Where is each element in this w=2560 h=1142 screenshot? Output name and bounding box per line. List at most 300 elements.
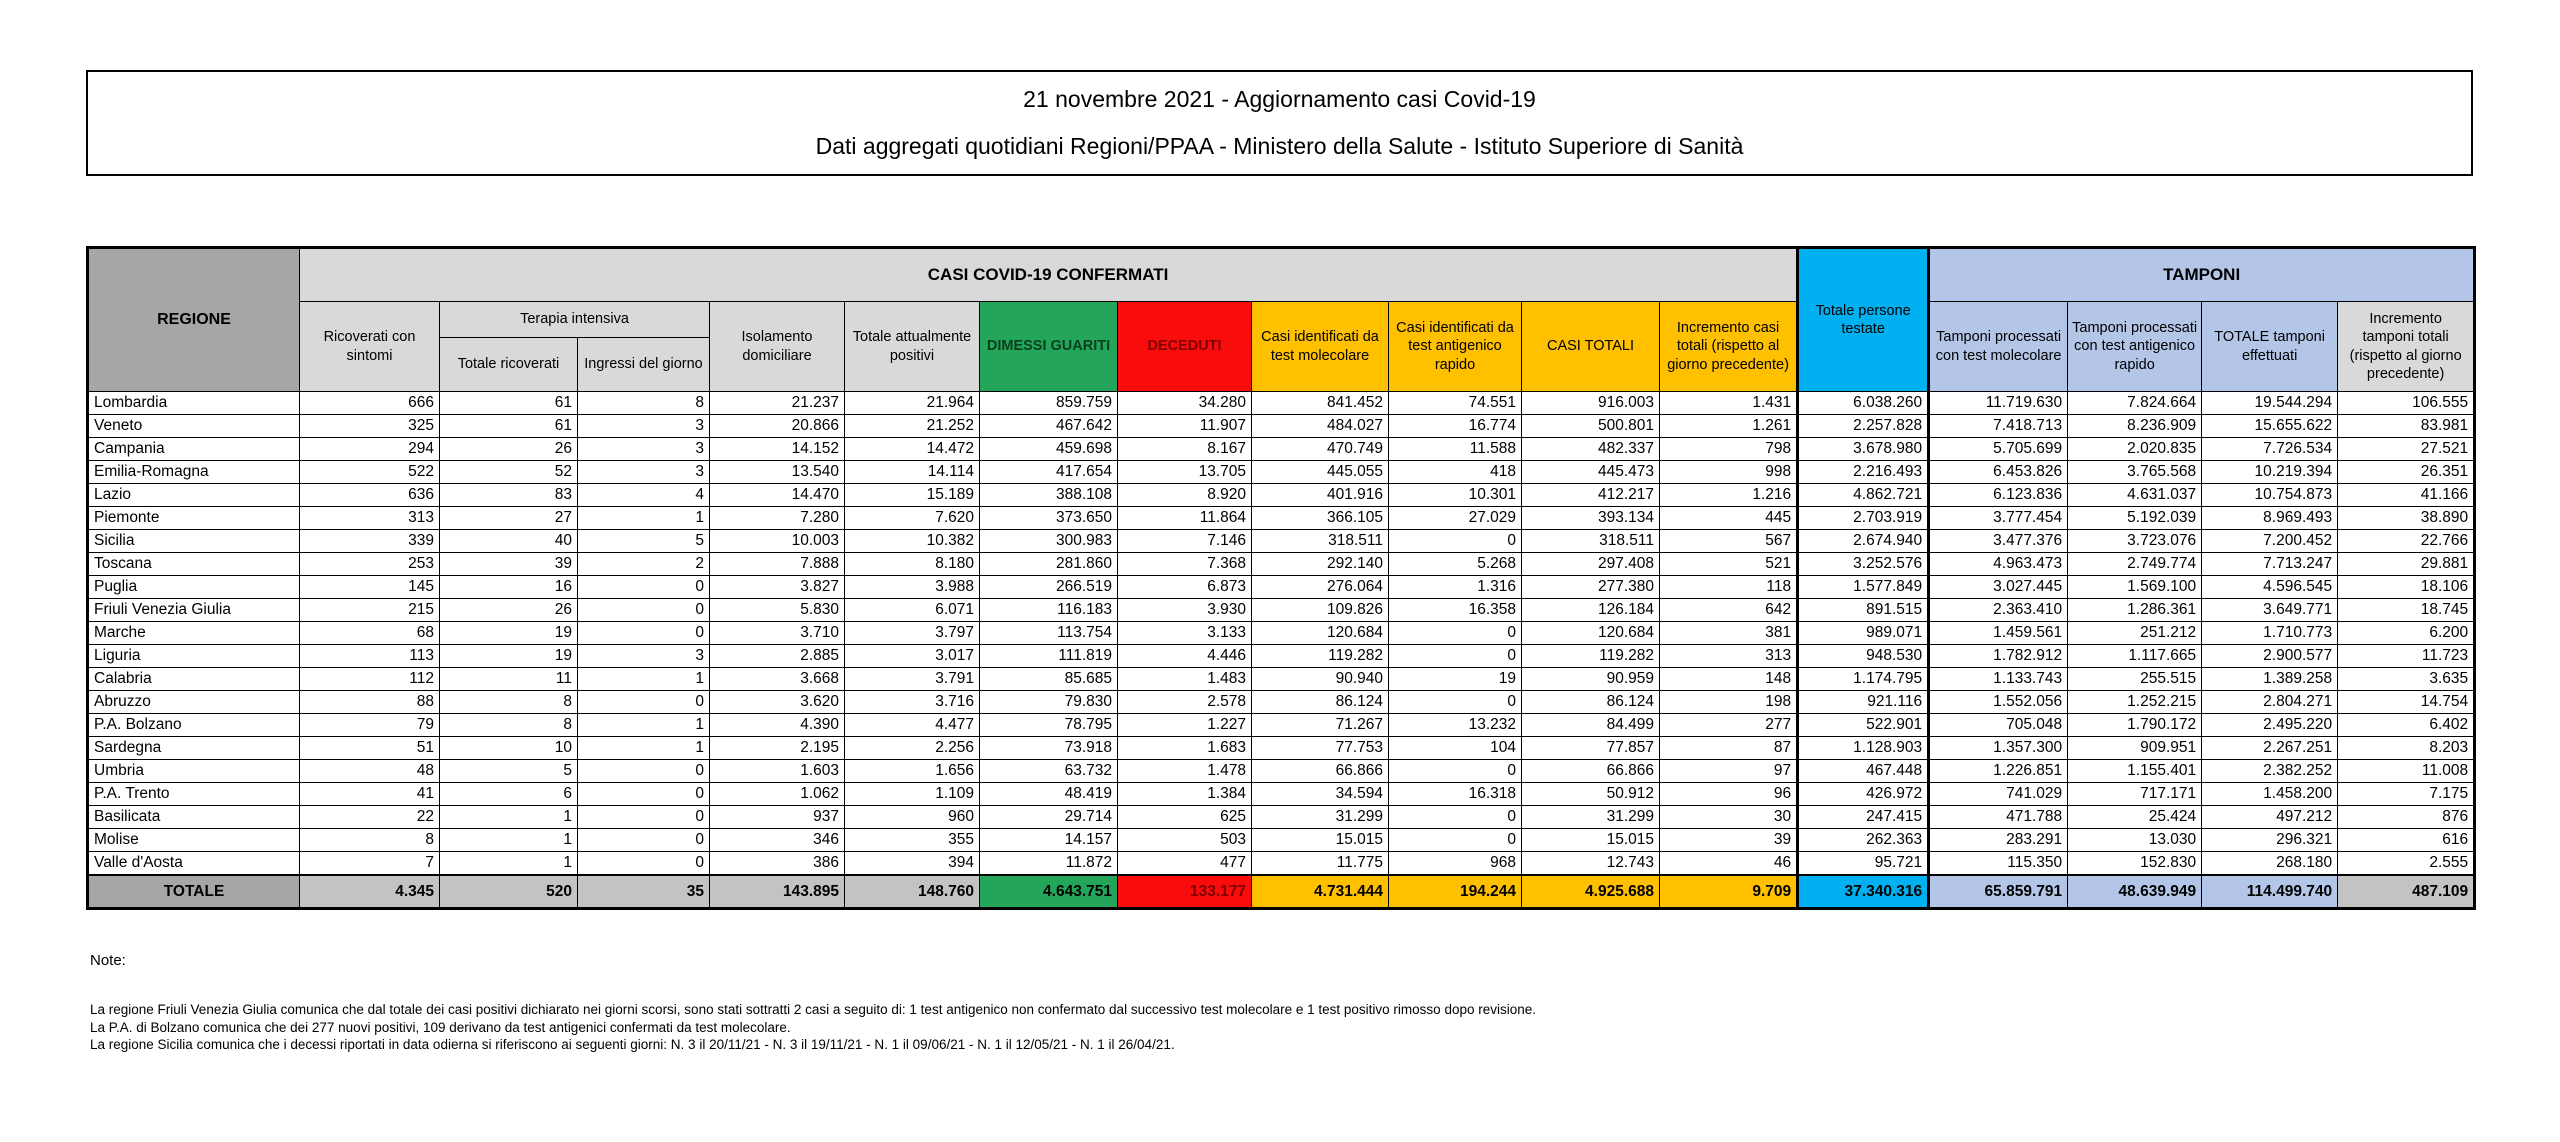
value-cell: 7.146 xyxy=(1118,530,1252,553)
value-cell: 1.790.172 xyxy=(2068,714,2202,737)
value-cell: 3.716 xyxy=(845,691,980,714)
value-cell: 470.749 xyxy=(1252,438,1389,461)
value-cell: 522 xyxy=(300,461,440,484)
value-cell: 86.124 xyxy=(1252,691,1389,714)
covid-data-table xyxy=(86,246,2476,910)
value-cell: 4.643.751 xyxy=(980,875,1118,909)
value-cell: 948.530 xyxy=(1798,645,1929,668)
value-cell: 4.731.444 xyxy=(1252,875,1389,909)
value-cell: 2.267.251 xyxy=(2202,737,2338,760)
value-cell: 891.515 xyxy=(1798,599,1929,622)
value-cell: 6.038.260 xyxy=(1798,392,1929,415)
value-cell: 2.749.774 xyxy=(2068,553,2202,576)
value-cell: 39 xyxy=(1660,829,1798,852)
value-cell: 26 xyxy=(440,438,578,461)
value-cell: 115.350 xyxy=(1929,852,2068,876)
value-cell: 8.203 xyxy=(2338,737,2475,760)
header-casi-totali: CASI TOTALI xyxy=(1522,302,1660,392)
value-cell: 1.128.903 xyxy=(1798,737,1929,760)
value-cell: 2.257.828 xyxy=(1798,415,1929,438)
value-cell: 741.029 xyxy=(1929,783,2068,806)
value-cell: 112 xyxy=(300,668,440,691)
value-cell: 35 xyxy=(578,875,710,909)
value-cell: 1 xyxy=(440,852,578,876)
value-cell: 34.280 xyxy=(1118,392,1252,415)
value-cell: 1.226.851 xyxy=(1929,760,2068,783)
value-cell: 487.109 xyxy=(2338,875,2475,909)
value-cell: 0 xyxy=(578,622,710,645)
value-cell: 418 xyxy=(1389,461,1522,484)
value-cell: 960 xyxy=(845,806,980,829)
table-row xyxy=(88,530,2475,553)
value-cell: 1 xyxy=(578,507,710,530)
value-cell: 2.885 xyxy=(710,645,845,668)
value-cell: 79 xyxy=(300,714,440,737)
value-cell: 77.753 xyxy=(1252,737,1389,760)
value-cell: 34.594 xyxy=(1252,783,1389,806)
value-cell: 5 xyxy=(440,760,578,783)
table-row xyxy=(88,691,2475,714)
table-row xyxy=(88,392,2475,415)
value-cell: 6.402 xyxy=(2338,714,2475,737)
value-cell: 40 xyxy=(440,530,578,553)
value-cell: 3.988 xyxy=(845,576,980,599)
value-cell: 1.603 xyxy=(710,760,845,783)
region-cell: Umbria xyxy=(88,760,300,783)
value-cell: 8 xyxy=(440,691,578,714)
header-incremento-tamponi: Incremento tamponi totali (rispetto al giorno precedente) xyxy=(2338,302,2475,392)
value-cell: 8.180 xyxy=(845,553,980,576)
value-cell: 1.683 xyxy=(1118,737,1252,760)
value-cell: 79.830 xyxy=(980,691,1118,714)
value-cell: 426.972 xyxy=(1798,783,1929,806)
value-cell: 1.109 xyxy=(845,783,980,806)
value-cell: 22.766 xyxy=(2338,530,2475,553)
value-cell: 2.495.220 xyxy=(2202,714,2338,737)
title-source-line: Dati aggregati quotidiani Regioni/PPAA - Ministero della Salute - Istituto Superiore di Sanità xyxy=(815,133,1744,159)
value-cell: 18.745 xyxy=(2338,599,2475,622)
value-cell: 876 xyxy=(2338,806,2475,829)
header-ingressi-giorno: Ingressi del giorno xyxy=(578,338,710,392)
value-cell: 277 xyxy=(1660,714,1798,737)
value-cell: 148.760 xyxy=(845,875,980,909)
value-cell: 11.907 xyxy=(1118,415,1252,438)
table-row xyxy=(88,783,2475,806)
value-cell: 1.782.912 xyxy=(1929,645,2068,668)
value-cell: 152.830 xyxy=(2068,852,2202,876)
value-cell: 3.649.771 xyxy=(2202,599,2338,622)
value-cell: 5.830 xyxy=(710,599,845,622)
value-cell: 116.183 xyxy=(980,599,1118,622)
value-cell: 114.499.740 xyxy=(2202,875,2338,909)
value-cell: 6.123.836 xyxy=(1929,484,2068,507)
value-cell: 15.015 xyxy=(1252,829,1389,852)
region-cell: Molise xyxy=(88,829,300,852)
value-cell: 0 xyxy=(578,576,710,599)
value-cell: 83 xyxy=(440,484,578,507)
value-cell: 6.453.826 xyxy=(1929,461,2068,484)
value-cell: 1.384 xyxy=(1118,783,1252,806)
value-cell: 3.930 xyxy=(1118,599,1252,622)
value-cell: 12.743 xyxy=(1522,852,1660,876)
table-row xyxy=(88,829,2475,852)
value-cell: 2.900.577 xyxy=(2202,645,2338,668)
totals-label-cell: TOTALE xyxy=(88,875,300,909)
table-row xyxy=(88,507,2475,530)
value-cell: 520 xyxy=(440,875,578,909)
value-cell: 625 xyxy=(1118,806,1252,829)
table-row xyxy=(88,622,2475,645)
value-cell: 0 xyxy=(1389,806,1522,829)
value-cell: 841.452 xyxy=(1252,392,1389,415)
value-cell: 0 xyxy=(578,829,710,852)
value-cell: 1.552.056 xyxy=(1929,691,2068,714)
value-cell: 2.382.252 xyxy=(2202,760,2338,783)
value-cell: 7.824.664 xyxy=(2068,392,2202,415)
region-cell: Emilia-Romagna xyxy=(88,461,300,484)
value-cell: 636 xyxy=(300,484,440,507)
value-cell: 1.216 xyxy=(1660,484,1798,507)
region-cell: Lombardia xyxy=(88,392,300,415)
value-cell: 88 xyxy=(300,691,440,714)
value-cell: 2.555 xyxy=(2338,852,2475,876)
value-cell: 346 xyxy=(710,829,845,852)
value-cell: 109.826 xyxy=(1252,599,1389,622)
value-cell: 381 xyxy=(1660,622,1798,645)
value-cell: 666 xyxy=(300,392,440,415)
value-cell: 41 xyxy=(300,783,440,806)
value-cell: 15.655.622 xyxy=(2202,415,2338,438)
value-cell: 1.252.215 xyxy=(2068,691,2202,714)
region-cell: Liguria xyxy=(88,645,300,668)
value-cell: 15.015 xyxy=(1522,829,1660,852)
header-ricoverati-sintomi: Ricoverati con sintomi xyxy=(300,302,440,392)
value-cell: 921.116 xyxy=(1798,691,1929,714)
value-cell: 2.195 xyxy=(710,737,845,760)
value-cell: 4.390 xyxy=(710,714,845,737)
value-cell: 1.483 xyxy=(1118,668,1252,691)
value-cell: 11.719.630 xyxy=(1929,392,2068,415)
value-cell: 97 xyxy=(1660,760,1798,783)
value-cell: 8 xyxy=(440,714,578,737)
table-row xyxy=(88,438,2475,461)
value-cell: 482.337 xyxy=(1522,438,1660,461)
value-cell: 3.252.576 xyxy=(1798,553,1929,576)
value-cell: 2.674.940 xyxy=(1798,530,1929,553)
value-cell: 148 xyxy=(1660,668,1798,691)
value-cell: 6.873 xyxy=(1118,576,1252,599)
region-cell: Basilicata xyxy=(88,806,300,829)
value-cell: 616 xyxy=(2338,829,2475,852)
value-cell: 998 xyxy=(1660,461,1798,484)
region-cell: Puglia xyxy=(88,576,300,599)
value-cell: 1.357.300 xyxy=(1929,737,2068,760)
value-cell: 8 xyxy=(300,829,440,852)
note-line-sicilia: La regione Sicilia comunica che i decessi riportati in data odierna si riferiscono ai seguenti giorni: N. 3 il 20/11/21 - N. 3 il 19/11/21 - N. 1 il 09/06/21 - N. 1 il 12/05/21 - N. 1 il 26/04/21. xyxy=(90,1037,1175,1052)
value-cell: 5 xyxy=(578,530,710,553)
value-cell: 68 xyxy=(300,622,440,645)
value-cell: 26.351 xyxy=(2338,461,2475,484)
value-cell: 4.446 xyxy=(1118,645,1252,668)
value-cell: 39 xyxy=(440,553,578,576)
table-row xyxy=(88,576,2475,599)
value-cell: 3.017 xyxy=(845,645,980,668)
value-cell: 4.345 xyxy=(300,875,440,909)
value-cell: 84.499 xyxy=(1522,714,1660,737)
value-cell: 11.872 xyxy=(980,852,1118,876)
value-cell: 1.133.743 xyxy=(1929,668,2068,691)
value-cell: 0 xyxy=(1389,760,1522,783)
value-cell: 642 xyxy=(1660,599,1798,622)
value-cell: 66.866 xyxy=(1522,760,1660,783)
value-cell: 10.382 xyxy=(845,530,980,553)
value-cell: 113.754 xyxy=(980,622,1118,645)
value-cell: 143.895 xyxy=(710,875,845,909)
value-cell: 16.774 xyxy=(1389,415,1522,438)
value-cell: 10.301 xyxy=(1389,484,1522,507)
value-cell: 6.200 xyxy=(2338,622,2475,645)
value-cell: 3.620 xyxy=(710,691,845,714)
value-cell: 3.777.454 xyxy=(1929,507,2068,530)
value-cell: 106.555 xyxy=(2338,392,2475,415)
value-cell: 85.685 xyxy=(980,668,1118,691)
region-cell: Friuli Venezia Giulia xyxy=(88,599,300,622)
value-cell: 1.286.361 xyxy=(2068,599,2202,622)
value-cell: 266.519 xyxy=(980,576,1118,599)
value-cell: 247.415 xyxy=(1798,806,1929,829)
value-cell: 120.684 xyxy=(1522,622,1660,645)
value-cell: 20.866 xyxy=(710,415,845,438)
value-cell: 500.801 xyxy=(1522,415,1660,438)
value-cell: 8.920 xyxy=(1118,484,1252,507)
value-cell: 1 xyxy=(440,806,578,829)
value-cell: 13.705 xyxy=(1118,461,1252,484)
value-cell: 113 xyxy=(300,645,440,668)
value-cell: 46 xyxy=(1660,852,1798,876)
value-cell: 1.431 xyxy=(1660,392,1798,415)
value-cell: 0 xyxy=(1389,829,1522,852)
header-terapia-intensiva: Terapia intensiva xyxy=(440,302,710,338)
value-cell: 14.754 xyxy=(2338,691,2475,714)
value-cell: 11.008 xyxy=(2338,760,2475,783)
value-cell: 1.062 xyxy=(710,783,845,806)
value-cell: 3 xyxy=(578,415,710,438)
value-cell: 9.709 xyxy=(1660,875,1798,909)
value-cell: 276.064 xyxy=(1252,576,1389,599)
value-cell: 268.180 xyxy=(2202,852,2338,876)
value-cell: 7.726.534 xyxy=(2202,438,2338,461)
table-row xyxy=(88,645,2475,668)
value-cell: 4.631.037 xyxy=(2068,484,2202,507)
table-row xyxy=(88,760,2475,783)
value-cell: 4.596.545 xyxy=(2202,576,2338,599)
value-cell: 373.650 xyxy=(980,507,1118,530)
value-cell: 96 xyxy=(1660,783,1798,806)
value-cell: 3.133 xyxy=(1118,622,1252,645)
value-cell: 7.888 xyxy=(710,553,845,576)
value-cell: 21.252 xyxy=(845,415,980,438)
table-body xyxy=(88,392,2475,909)
value-cell: 989.071 xyxy=(1798,622,1929,645)
value-cell: 3.477.376 xyxy=(1929,530,2068,553)
value-cell: 3.723.076 xyxy=(2068,530,2202,553)
value-cell: 11.864 xyxy=(1118,507,1252,530)
value-cell: 15.189 xyxy=(845,484,980,507)
value-cell: 8.236.909 xyxy=(2068,415,2202,438)
header-incremento-casi: Incremento casi totali (rispetto al giorno precedente) xyxy=(1660,302,1798,392)
value-cell: 294 xyxy=(300,438,440,461)
value-cell: 29.714 xyxy=(980,806,1118,829)
value-cell: 6.071 xyxy=(845,599,980,622)
value-cell: 4.862.721 xyxy=(1798,484,1929,507)
value-cell: 313 xyxy=(1660,645,1798,668)
value-cell: 18.106 xyxy=(2338,576,2475,599)
value-cell: 10.219.394 xyxy=(2202,461,2338,484)
value-cell: 394 xyxy=(845,852,980,876)
value-cell: 1 xyxy=(440,829,578,852)
value-cell: 7.280 xyxy=(710,507,845,530)
value-cell: 909.951 xyxy=(2068,737,2202,760)
value-cell: 104 xyxy=(1389,737,1522,760)
value-cell: 3.827 xyxy=(710,576,845,599)
value-cell: 86.124 xyxy=(1522,691,1660,714)
value-cell: 65.859.791 xyxy=(1929,875,2068,909)
table-row xyxy=(88,553,2475,576)
value-cell: 48.419 xyxy=(980,783,1118,806)
value-cell: 471.788 xyxy=(1929,806,2068,829)
region-cell: Marche xyxy=(88,622,300,645)
value-cell: 83.981 xyxy=(2338,415,2475,438)
value-cell: 118 xyxy=(1660,576,1798,599)
value-cell: 3 xyxy=(578,461,710,484)
value-cell: 1.155.401 xyxy=(2068,760,2202,783)
value-cell: 1.656 xyxy=(845,760,980,783)
title-box xyxy=(86,70,2473,176)
value-cell: 283.291 xyxy=(1929,829,2068,852)
region-cell: Valle d'Aosta xyxy=(88,852,300,876)
value-cell: 71.267 xyxy=(1252,714,1389,737)
value-cell: 1.710.773 xyxy=(2202,622,2338,645)
value-cell: 1.569.100 xyxy=(2068,576,2202,599)
table-row xyxy=(88,806,2475,829)
value-cell: 74.551 xyxy=(1389,392,1522,415)
header-casi-test-molecolare: Casi identificati da test molecolare xyxy=(1252,302,1389,392)
region-cell: Sicilia xyxy=(88,530,300,553)
header-dimessi-guariti: DIMESSI GUARITI xyxy=(980,302,1118,392)
value-cell: 77.857 xyxy=(1522,737,1660,760)
header-tamponi-molecolare: Tamponi processati con test molecolare xyxy=(1929,302,2068,392)
value-cell: 7.713.247 xyxy=(2202,553,2338,576)
region-cell: Veneto xyxy=(88,415,300,438)
value-cell: 2.216.493 xyxy=(1798,461,1929,484)
value-cell: 7.175 xyxy=(2338,783,2475,806)
value-cell: 145 xyxy=(300,576,440,599)
value-cell: 194.244 xyxy=(1389,875,1522,909)
value-cell: 11.775 xyxy=(1252,852,1389,876)
value-cell: 61 xyxy=(440,415,578,438)
header-tamponi-antigenico: Tamponi processati con test antigenico rapido xyxy=(2068,302,2202,392)
value-cell: 3.635 xyxy=(2338,668,2475,691)
value-cell: 19.544.294 xyxy=(2202,392,2338,415)
value-cell: 292.140 xyxy=(1252,553,1389,576)
value-cell: 277.380 xyxy=(1522,576,1660,599)
value-cell: 119.282 xyxy=(1522,645,1660,668)
covid-table-container xyxy=(86,246,2476,910)
value-cell: 10.754.873 xyxy=(2202,484,2338,507)
value-cell: 445 xyxy=(1660,507,1798,530)
value-cell: 19 xyxy=(440,622,578,645)
header-totale-ricoverati: Totale ricoverati xyxy=(440,338,578,392)
header-group-tamponi: TAMPONI xyxy=(1929,248,2475,302)
value-cell: 63.732 xyxy=(980,760,1118,783)
value-cell: 1.577.849 xyxy=(1798,576,1929,599)
value-cell: 13.030 xyxy=(2068,829,2202,852)
table-row xyxy=(88,461,2475,484)
value-cell: 7.620 xyxy=(845,507,980,530)
value-cell: 126.184 xyxy=(1522,599,1660,622)
value-cell: 1.458.200 xyxy=(2202,783,2338,806)
value-cell: 30 xyxy=(1660,806,1798,829)
value-cell: 14.152 xyxy=(710,438,845,461)
value-cell: 318.511 xyxy=(1252,530,1389,553)
value-cell: 5.268 xyxy=(1389,553,1522,576)
header-group-casi-confermati: CASI COVID-19 CONFERMATI xyxy=(300,248,1798,302)
value-cell: 6 xyxy=(440,783,578,806)
value-cell: 8.969.493 xyxy=(2202,507,2338,530)
value-cell: 3 xyxy=(578,438,710,461)
value-cell: 0 xyxy=(578,599,710,622)
value-cell: 339 xyxy=(300,530,440,553)
region-cell: P.A. Bolzano xyxy=(88,714,300,737)
value-cell: 90.940 xyxy=(1252,668,1389,691)
table-row xyxy=(88,714,2475,737)
value-cell: 13.232 xyxy=(1389,714,1522,737)
value-cell: 253 xyxy=(300,553,440,576)
value-cell: 366.105 xyxy=(1252,507,1389,530)
value-cell: 2.703.919 xyxy=(1798,507,1929,530)
value-cell: 4.925.688 xyxy=(1522,875,1660,909)
value-cell: 1 xyxy=(578,737,710,760)
value-cell: 120.684 xyxy=(1252,622,1389,645)
value-cell: 4.963.473 xyxy=(1929,553,2068,576)
value-cell: 467.642 xyxy=(980,415,1118,438)
table-row xyxy=(88,668,2475,691)
value-cell: 11 xyxy=(440,668,578,691)
table-row xyxy=(88,737,2475,760)
note-line-friuli: La regione Friuli Venezia Giulia comunica che dal totale dei casi positivi dichiarato nei giorni scorsi, sono stati sottratti 2 casi a seguito di: 1 test antigenico non confermato dal successivo test molecolare e 1 test positivo rimosso dopo revisione. xyxy=(90,1002,1537,1017)
value-cell: 459.698 xyxy=(980,438,1118,461)
value-cell: 37.340.316 xyxy=(1798,875,1929,909)
value-cell: 73.918 xyxy=(980,737,1118,760)
value-cell: 14.470 xyxy=(710,484,845,507)
value-cell: 5.705.699 xyxy=(1929,438,2068,461)
value-cell: 133.177 xyxy=(1118,875,1252,909)
value-cell: 300.983 xyxy=(980,530,1118,553)
value-cell: 3.765.568 xyxy=(2068,461,2202,484)
value-cell: 25.424 xyxy=(2068,806,2202,829)
value-cell: 19 xyxy=(1389,668,1522,691)
value-cell: 2.578 xyxy=(1118,691,1252,714)
value-cell: 48.639.949 xyxy=(2068,875,2202,909)
value-cell: 1.174.795 xyxy=(1798,668,1929,691)
value-cell: 4.477 xyxy=(845,714,980,737)
value-cell: 215 xyxy=(300,599,440,622)
value-cell: 0 xyxy=(578,806,710,829)
value-cell: 2.363.410 xyxy=(1929,599,2068,622)
value-cell: 21.964 xyxy=(845,392,980,415)
value-cell: 262.363 xyxy=(1798,829,1929,852)
value-cell: 3.027.445 xyxy=(1929,576,2068,599)
